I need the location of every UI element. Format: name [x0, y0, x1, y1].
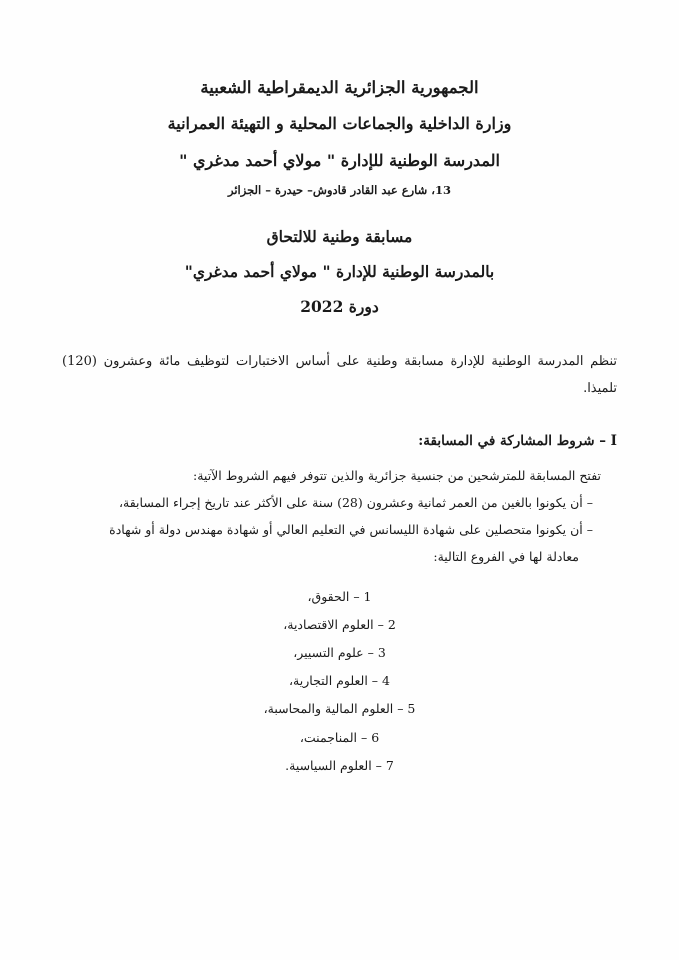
section-number: I	[610, 433, 617, 450]
intro-paragraph: تنظم المدرسة الوطنية للإدارة مسابقة وطنية على أساس الاختبارات لتوظيف مائة وعشرون (120) تلميذا.	[62, 353, 617, 397]
list-item: 6 – المناجمنت،	[299, 729, 380, 745]
body-line-age-condition: – أن يكونوا بالغين من العمر ثمانية وعشرون (28) سنة على الأكثر عند تاريخ إجراء المسابقة،	[118, 495, 593, 511]
section-dash: –	[599, 433, 606, 450]
body-line-diploma-condition: – أن يكونوا متحصلين على شهادة الليسانس في التعليم العالي أو شهادة مهندس دولة أو شهادة	[109, 522, 593, 538]
title-line-3-session: دورة 2022	[300, 296, 379, 316]
document-header	[60, 72, 619, 322]
body-line-conditions-intro: تفتح المسابقة للمترشحين من جنسية جزائرية والذين تتوفر فيهم الشروط الآتية:	[193, 468, 601, 484]
spacer	[60, 571, 619, 577]
list-item: 3 – علوم التسيير،	[293, 645, 386, 661]
list-item: 7 – العلوم السياسية.	[285, 757, 394, 773]
section-heading	[60, 428, 619, 455]
list-item: 2 – العلوم الاقتصادية،	[283, 617, 396, 633]
header-line-ministry: وزارة الداخلية والجماعات المحلية و التهيئة العمرانية	[167, 114, 512, 134]
body-line-diploma-condition-cont: معادلة لها في الفروع التالية:	[433, 549, 579, 565]
list-item: 4 – العلوم التجارية،	[289, 673, 390, 689]
header-line-school: المدرسة الوطنية للإدارة " مولاي أحمد مدغري "	[179, 150, 500, 170]
title-line-2: بالمدرسة الوطنية للإدارة " مولاي أحمد مدغري"	[184, 261, 495, 281]
header-line-republic: الجمهورية الجزائرية الديمقراطية الشعبية	[200, 78, 479, 97]
list-item: 1 – الحقوق،	[307, 588, 372, 604]
list-item: 5 – العلوم المالية والمحاسبة،	[263, 701, 416, 717]
section-heading-text: شروط المشاركة في المسابقة:	[418, 433, 595, 450]
branches-list	[60, 583, 619, 780]
title-line-1: مسابقة وطنية للالتحاق	[266, 226, 413, 246]
header-address: 13، شارع عبد القادر قادوش– حيدرة – الجزائر	[228, 183, 451, 198]
